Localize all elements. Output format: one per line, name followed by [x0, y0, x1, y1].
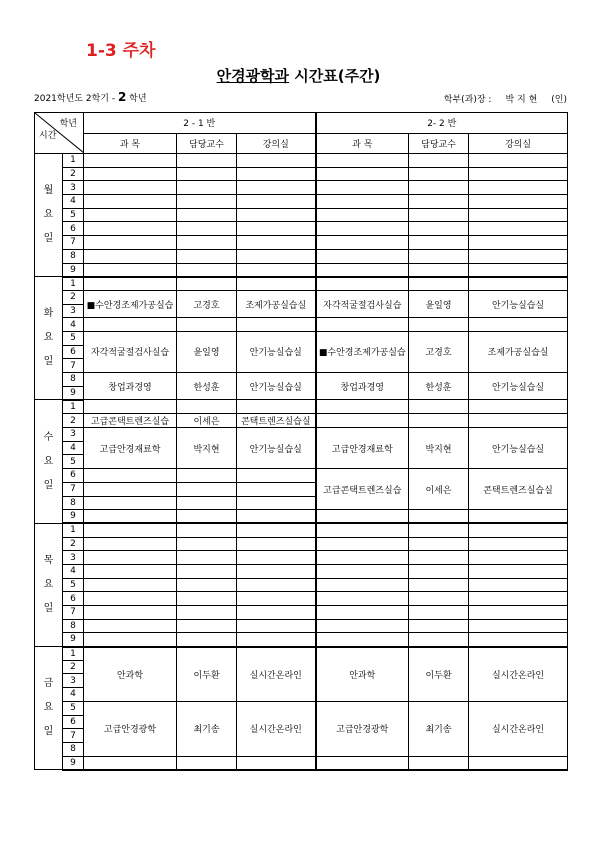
empty-cell [469, 277, 568, 291]
period-number: 1 [63, 277, 84, 291]
period-number: 4 [63, 441, 84, 455]
empty-cell [84, 592, 177, 606]
empty-cell [84, 400, 177, 414]
period-row [35, 606, 568, 620]
head-label: 학부(과)장 : [443, 95, 492, 105]
room-header: 강의실 [469, 133, 568, 154]
empty-cell [237, 592, 316, 606]
period-number: 4 [63, 195, 84, 209]
empty-cell [177, 551, 237, 565]
period-row [35, 551, 568, 565]
department-head [444, 92, 567, 105]
empty-cell [84, 469, 177, 483]
room-name: 안기능실습실 [237, 331, 316, 372]
period-number: 9 [63, 633, 84, 647]
period-number: 1 [63, 400, 84, 414]
empty-cell [84, 564, 177, 578]
period-row [35, 592, 568, 606]
empty-cell [84, 249, 177, 263]
empty-cell [409, 400, 469, 414]
empty-cell [177, 606, 237, 620]
empty-cell [409, 414, 469, 428]
empty-cell [316, 633, 409, 647]
empty-cell [177, 578, 237, 592]
room-name: 콘택트렌즈실습실 [469, 469, 568, 510]
room-name: 실시간온라인 [469, 701, 568, 756]
period-number: 7 [63, 606, 84, 620]
period-number: 5 [63, 455, 84, 469]
period-row [35, 222, 568, 236]
empty-cell [84, 606, 177, 620]
empty-cell [316, 537, 409, 551]
empty-cell [316, 263, 409, 277]
period-number: 8 [63, 496, 84, 510]
period-number: 5 [63, 701, 84, 715]
empty-cell [469, 756, 568, 770]
empty-cell [84, 263, 177, 277]
empty-cell [409, 277, 469, 291]
period-number: 1 [63, 647, 84, 661]
empty-cell [409, 318, 469, 332]
period-row [35, 181, 568, 195]
empty-cell [84, 482, 177, 496]
empty-cell [177, 592, 237, 606]
period-number: 4 [63, 564, 84, 578]
period-number: 6 [63, 469, 84, 483]
empty-cell [84, 167, 177, 181]
period-row [35, 510, 568, 524]
empty-cell [177, 167, 237, 181]
course-name: 고급안경재료학 [84, 428, 177, 469]
year-term: 2021학년도 2학기 - [34, 94, 118, 104]
period-row [35, 195, 568, 209]
empty-cell [469, 578, 568, 592]
empty-cell [177, 277, 237, 291]
course-name: 자각적굴절검사실습 [316, 290, 409, 317]
course-name: 고급안경광학 [316, 701, 409, 756]
course-name: 고급안경광학 [84, 701, 177, 756]
empty-cell [409, 236, 469, 250]
empty-cell [237, 537, 316, 551]
period-row [35, 331, 568, 345]
empty-cell [409, 592, 469, 606]
empty-cell [237, 756, 316, 770]
empty-cell [409, 510, 469, 524]
period-number: 6 [63, 345, 84, 359]
room-name: 안기능실습실 [237, 373, 316, 400]
empty-cell [409, 606, 469, 620]
period-number: 5 [63, 331, 84, 345]
room-name: 조제가공실습실 [237, 290, 316, 317]
empty-cell [177, 318, 237, 332]
empty-cell [316, 510, 409, 524]
period-number: 2 [63, 660, 84, 674]
professor-name: 이세은 [177, 414, 237, 428]
empty-cell [237, 277, 316, 291]
period-row [35, 633, 568, 647]
empty-cell [316, 619, 409, 633]
period-row [35, 249, 568, 263]
period-number: 7 [63, 236, 84, 250]
period-row [35, 756, 568, 770]
empty-cell [409, 523, 469, 537]
empty-cell [409, 249, 469, 263]
course-name: 고급콘택트렌즈실습 [316, 469, 409, 510]
course-name: 고급콘택트렌즈실습 [84, 414, 177, 428]
professor-name: 박지현 [409, 428, 469, 469]
page-title [0, 65, 597, 86]
timetable [34, 112, 568, 771]
room-name: 실시간온라인 [237, 701, 316, 756]
period-number: 9 [63, 263, 84, 277]
empty-cell [469, 400, 568, 414]
period-row [35, 167, 568, 181]
empty-cell [237, 619, 316, 633]
empty-cell [237, 482, 316, 496]
empty-cell [237, 167, 316, 181]
grade-word: 학년 [126, 94, 147, 104]
course-name: ■수안경조제가공실습 [84, 290, 177, 317]
professor-name: 고경호 [409, 331, 469, 372]
course-name: ■수안경조제가공실습 [316, 331, 409, 372]
grade-header: 학년 [59, 119, 77, 129]
empty-cell [316, 318, 409, 332]
empty-cell [177, 523, 237, 537]
period-row [35, 290, 568, 304]
empty-cell [409, 756, 469, 770]
empty-cell [469, 208, 568, 222]
period-number: 6 [63, 592, 84, 606]
empty-cell [84, 277, 177, 291]
day-label: 목 요 일 [35, 523, 63, 646]
empty-cell [84, 578, 177, 592]
corner-header [35, 113, 84, 154]
course-name: 자각적굴절검사실습 [84, 331, 177, 372]
empty-cell [84, 181, 177, 195]
empty-cell [409, 564, 469, 578]
empty-cell [316, 167, 409, 181]
empty-cell [84, 537, 177, 551]
empty-cell [469, 510, 568, 524]
professor-name: 고경호 [177, 290, 237, 317]
period-number: 2 [63, 167, 84, 181]
period-row [35, 318, 568, 332]
empty-cell [409, 537, 469, 551]
title-rest: 시간표(주간) [289, 67, 381, 85]
empty-cell [177, 482, 237, 496]
period-number: 4 [63, 688, 84, 702]
empty-cell [316, 564, 409, 578]
dept-name: 안경광학과 [216, 67, 290, 85]
empty-cell [316, 592, 409, 606]
professor-header: 담당교수 [177, 133, 237, 154]
empty-cell [237, 606, 316, 620]
period-row [35, 236, 568, 250]
empty-cell [177, 619, 237, 633]
empty-cell [469, 537, 568, 551]
period-number: 1 [63, 523, 84, 537]
head-name: 박 지 현 [505, 95, 538, 105]
empty-cell [237, 633, 316, 647]
period-number: 7 [63, 482, 84, 496]
period-number: 9 [63, 756, 84, 770]
period-row [35, 428, 568, 442]
professor-name: 이두환 [177, 647, 237, 702]
period-number: 3 [63, 551, 84, 565]
empty-cell [237, 222, 316, 236]
empty-cell [84, 154, 177, 168]
course-name: 창업과경영 [84, 373, 177, 400]
period-number: 8 [63, 619, 84, 633]
period-number: 2 [63, 414, 84, 428]
period-number: 5 [63, 208, 84, 222]
class2-header: 2- 2 반 [316, 113, 568, 134]
professor-name: 이세은 [409, 469, 469, 510]
period-number: 9 [63, 510, 84, 524]
empty-cell [237, 496, 316, 510]
empty-cell [409, 619, 469, 633]
empty-cell [469, 167, 568, 181]
empty-cell [237, 510, 316, 524]
empty-cell [237, 181, 316, 195]
empty-cell [409, 222, 469, 236]
empty-cell [469, 414, 568, 428]
professor-name: 최기송 [409, 701, 469, 756]
empty-cell [177, 469, 237, 483]
empty-cell [177, 181, 237, 195]
period-number: 3 [63, 181, 84, 195]
empty-cell [469, 181, 568, 195]
empty-cell [409, 578, 469, 592]
empty-cell [316, 606, 409, 620]
empty-cell [469, 551, 568, 565]
room-name: 안기능실습실 [469, 373, 568, 400]
empty-cell [84, 318, 177, 332]
empty-cell [237, 564, 316, 578]
class1-header: 2 - 1 반 [84, 113, 316, 134]
period-number: 6 [63, 715, 84, 729]
period-row [35, 578, 568, 592]
empty-cell [316, 551, 409, 565]
empty-cell [316, 236, 409, 250]
empty-cell [409, 167, 469, 181]
empty-cell [316, 414, 409, 428]
empty-cell [409, 154, 469, 168]
professor-name: 윤일영 [177, 331, 237, 372]
subject-header: 과 목 [84, 133, 177, 154]
period-row [35, 154, 568, 168]
course-name: 안과학 [316, 647, 409, 702]
empty-cell [177, 195, 237, 209]
empty-cell [316, 249, 409, 263]
day-label: 화 요 일 [35, 277, 63, 400]
professor-name: 윤일영 [409, 290, 469, 317]
empty-cell [316, 208, 409, 222]
empty-cell [316, 181, 409, 195]
empty-cell [84, 510, 177, 524]
empty-cell [316, 400, 409, 414]
empty-cell [469, 619, 568, 633]
empty-cell [409, 263, 469, 277]
empty-cell [84, 496, 177, 510]
empty-cell [237, 249, 316, 263]
period-row [35, 469, 568, 483]
empty-cell [316, 756, 409, 770]
empty-cell [316, 523, 409, 537]
empty-cell [237, 208, 316, 222]
empty-cell [177, 756, 237, 770]
period-number: 3 [63, 674, 84, 688]
period-row [35, 414, 568, 428]
room-name: 안기능실습실 [237, 428, 316, 469]
empty-cell [237, 523, 316, 537]
empty-cell [237, 469, 316, 483]
professor-name: 한성훈 [177, 373, 237, 400]
period-number: 8 [63, 742, 84, 756]
empty-cell [469, 195, 568, 209]
room-name: 콘택트렌즈실습실 [237, 414, 316, 428]
professor-name: 한성훈 [409, 373, 469, 400]
period-number: 2 [63, 290, 84, 304]
room-name: 실시간온라인 [237, 647, 316, 702]
header-row-2 [35, 133, 568, 154]
room-name: 실시간온라인 [469, 647, 568, 702]
empty-cell [469, 222, 568, 236]
period-number: 5 [63, 578, 84, 592]
period-row [35, 564, 568, 578]
empty-cell [237, 400, 316, 414]
empty-cell [469, 318, 568, 332]
period-number: 3 [63, 428, 84, 442]
empty-cell [177, 154, 237, 168]
day-label: 금 요 일 [35, 647, 63, 770]
empty-cell [177, 263, 237, 277]
period-row [35, 373, 568, 387]
period-row [35, 263, 568, 277]
professor-name: 박지현 [177, 428, 237, 469]
course-name: 안과학 [84, 647, 177, 702]
empty-cell [237, 195, 316, 209]
period-row [35, 619, 568, 633]
empty-cell [177, 633, 237, 647]
professor-name: 이두환 [409, 647, 469, 702]
empty-cell [469, 154, 568, 168]
empty-cell [409, 208, 469, 222]
period-number: 1 [63, 154, 84, 168]
period-row [35, 400, 568, 414]
empty-cell [409, 181, 469, 195]
empty-cell [84, 633, 177, 647]
day-label: 수 요 일 [35, 400, 63, 524]
period-number: 7 [63, 359, 84, 373]
empty-cell [177, 564, 237, 578]
empty-cell [469, 633, 568, 647]
course-name: 창업과경영 [316, 373, 409, 400]
room-header: 강의실 [237, 133, 316, 154]
period-row [35, 523, 568, 537]
empty-cell [84, 208, 177, 222]
empty-cell [469, 592, 568, 606]
empty-cell [469, 249, 568, 263]
empty-cell [177, 496, 237, 510]
time-header: 시간 [39, 131, 57, 141]
empty-cell [177, 400, 237, 414]
empty-cell [177, 208, 237, 222]
professor-name: 최기송 [177, 701, 237, 756]
empty-cell [237, 154, 316, 168]
period-number: 8 [63, 373, 84, 387]
term-info [34, 90, 147, 104]
period-number: 4 [63, 318, 84, 332]
empty-cell [237, 551, 316, 565]
professor-header: 담당교수 [409, 133, 469, 154]
period-row [35, 277, 568, 291]
empty-cell [469, 263, 568, 277]
period-number: 7 [63, 729, 84, 743]
empty-cell [316, 154, 409, 168]
empty-cell [237, 578, 316, 592]
empty-cell [177, 222, 237, 236]
empty-cell [316, 578, 409, 592]
room-name: 조제가공실습실 [469, 331, 568, 372]
empty-cell [409, 551, 469, 565]
period-row [35, 537, 568, 551]
course-name: 고급안경재료학 [316, 428, 409, 469]
subject-header: 과 목 [316, 133, 409, 154]
empty-cell [409, 633, 469, 647]
empty-cell [316, 277, 409, 291]
period-number: 9 [63, 386, 84, 400]
empty-cell [84, 619, 177, 633]
period-row [35, 647, 568, 661]
period-row [35, 701, 568, 715]
empty-cell [84, 551, 177, 565]
room-name: 안기능실습실 [469, 290, 568, 317]
empty-cell [409, 195, 469, 209]
empty-cell [177, 236, 237, 250]
empty-cell [469, 606, 568, 620]
empty-cell [469, 236, 568, 250]
empty-cell [84, 236, 177, 250]
empty-cell [84, 756, 177, 770]
empty-cell [237, 263, 316, 277]
period-number: 2 [63, 537, 84, 551]
empty-cell [469, 564, 568, 578]
empty-cell [84, 195, 177, 209]
day-label: 월 요 일 [35, 154, 63, 277]
period-number: 6 [63, 222, 84, 236]
empty-cell [84, 523, 177, 537]
week-label: 1-3 주차 [86, 41, 156, 61]
period-row [35, 208, 568, 222]
period-number: 3 [63, 304, 84, 318]
grade-number: 2 [117, 90, 127, 104]
empty-cell [237, 318, 316, 332]
empty-cell [316, 222, 409, 236]
seal-mark: (인) [551, 95, 567, 105]
empty-cell [84, 222, 177, 236]
empty-cell [177, 249, 237, 263]
period-number: 8 [63, 249, 84, 263]
room-name: 안기능실습실 [469, 428, 568, 469]
empty-cell [177, 510, 237, 524]
empty-cell [469, 523, 568, 537]
header-row-1 [35, 113, 568, 134]
empty-cell [177, 537, 237, 551]
empty-cell [316, 195, 409, 209]
empty-cell [237, 236, 316, 250]
